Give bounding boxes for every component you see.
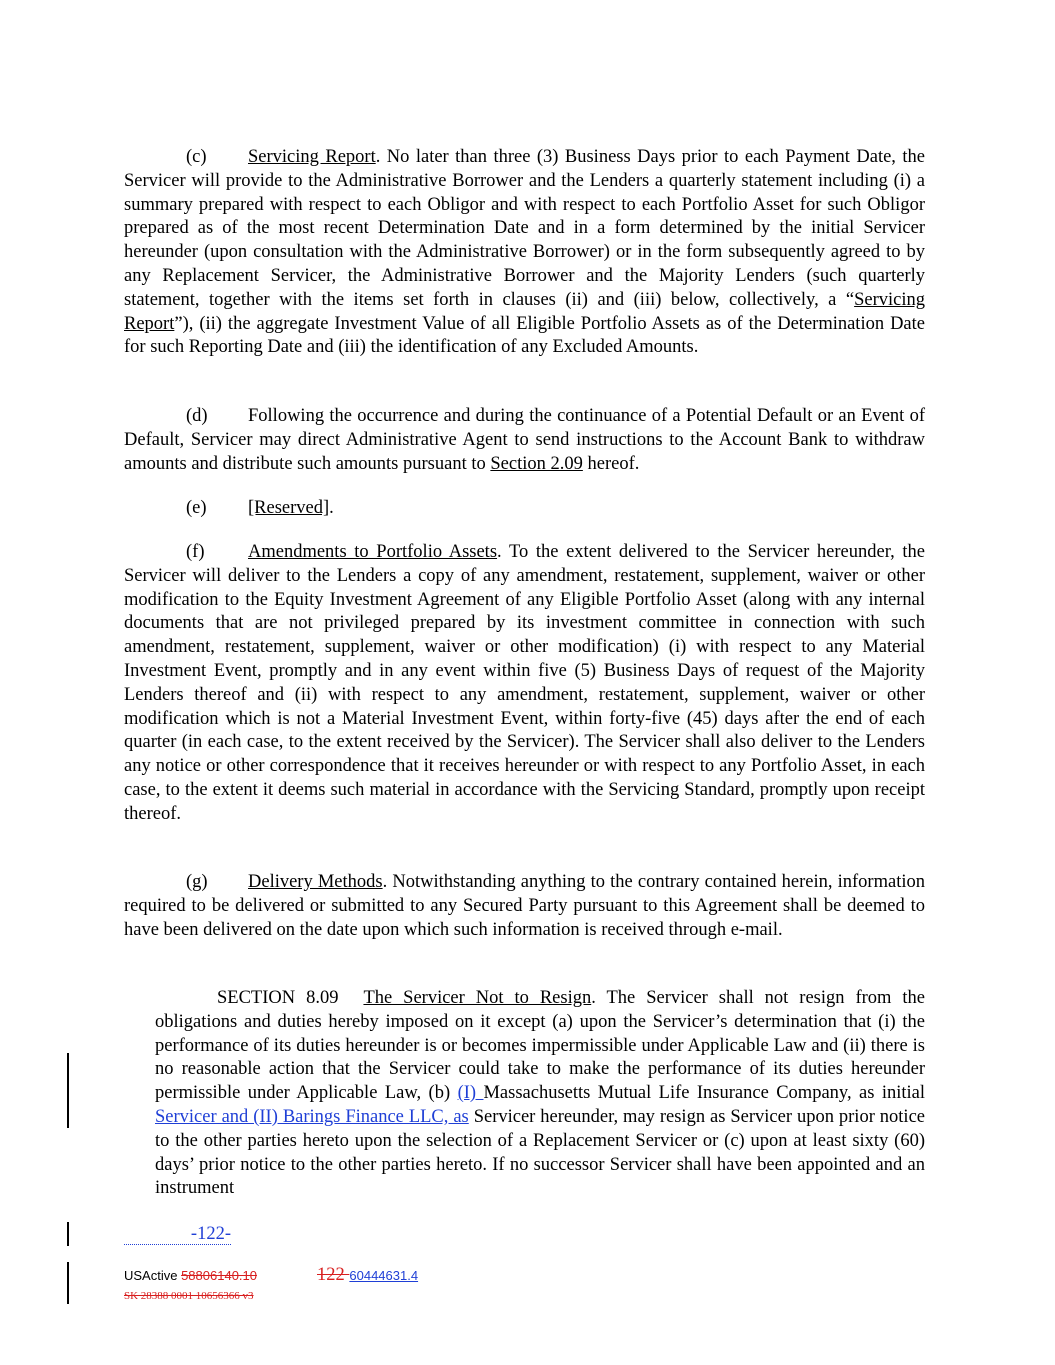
paragraph-f-text-1: . To the extent delivered to the Servicer hereunder, the Servicer will deliver to the Lenders a copy of any amendment, restatement, supplement, waiver or other modification to the Equity Investment Agreement of any Eligible Portfolio Asset (along with any internal documents that are not privileged prepared by its investment committee in connection with such amendment, restatement, supplement, waiver or other modification) (i) with respect to any Material Investment Event, promptly and in any event within five (5) Business Days of request of the Majority Lenders thereof and (ii) with respect to any amendment, restatement, supplement, waiver or other modification which is not a Material Investment Event, within forty-five (45) days after the end of each quarter (in each case, to the extent received by the Servicer). The Servicer shall also deliver to the Lenders any notice or other correspondence that it receives hereunder or with respect to any Portfolio Asset, in each case, to the extent it deems such material in accordance with the Servicing Standard, promptly upon receipt thereof. — [124, 542, 925, 824]
paragraph-e-text-1: . — [329, 498, 334, 518]
paragraph-g — [124, 871, 925, 942]
paragraph-f — [124, 541, 925, 827]
footer-old-reference: SK 28388 0001 10656366 v3 — [124, 1290, 254, 1302]
paragraph-d-text-1: Following the occurrence and during the continuance of a Potential Default or an Event of Default, Servicer may direct Administrative Agent to send instructions to the Account Bank to withdraw amounts and distribute such amounts pursuant to — [124, 406, 925, 474]
section-text-1: . The Servicer shall not resign from the obligations and duties hereby imposed on it except (a) upon the Servicer’s determination that (i) the performance of its duties hereunder is or becomes impermissible under Applicable Law and (ii) there is no reasonable action that the Servicer could take to make the performance of its duties hereunder permissible under Applicable Law, (b) — [155, 988, 925, 1104]
paragraph-e-label: (e) — [186, 498, 207, 518]
section-text-3: Servicer hereunder, may resign as Servicer upon prior notice to the other parties hereto upon the selection of a Replacement Servicer or (c) upon at least sixty (60) days’ prior notice to the other parties hereto. If no successor Servicer shall have been appointed and an instrument — [155, 1106, 925, 1199]
paragraph-d — [124, 405, 925, 476]
section-text-2: Massachusetts Mutual Life Insurance Company, as initial — [483, 1083, 926, 1104]
paragraph-f-heading: Amendments to Portfolio Assets — [248, 542, 498, 562]
paragraph-g-heading: Delivery Methods — [248, 872, 383, 892]
paragraph-g-text-1: . Notwithstanding anything to the contrary contained herein, information required to be delivered or submitted to any Secured Party pursuant to this Agreement shall be deemed to have been delivered on the date upon which such information is received through e-mail. — [124, 872, 925, 940]
footer-new-doc-id: 60444631.4 — [349, 1268, 419, 1283]
paragraph-e-heading: [Reserved] — [248, 498, 330, 518]
section-reference-2-09: Section 2.09 — [490, 453, 583, 474]
change-bar — [67, 1262, 69, 1304]
paragraph-f-label: (f) — [186, 542, 205, 562]
paragraph-d-label: (d) — [186, 406, 208, 426]
defined-term-servicing-report: Servicing Report — [124, 289, 925, 334]
footer-old-page-number: 122 — [317, 1265, 350, 1285]
paragraph-e — [124, 497, 925, 521]
paragraph-c-text-1: . No later than three (3) Business Days prior to each Payment Date, the Servicer will provide to the Administrative Borrower and the Lenders a quarterly statement including (i) a summary prepared with respect to each Obligor and with respect to each Portfolio Asset for such Obligor prepared as of the most recent Determination Date and in a form determined by the initial Servicer hereunder (upon consultation with the Administrative Borrower) or in the form subsequently agreed to by any Replacement Servicer, the Administrative Borrower and the Majority Lenders (such quarterly statement, together with the items set forth in clauses (ii) and (iii) below, collectively, a “ — [124, 147, 925, 310]
paragraph-c-label: (c) — [186, 147, 207, 167]
paragraph-c — [124, 146, 925, 360]
section-8-09 — [155, 987, 925, 1201]
paragraph-c-heading: Servicing Report — [248, 147, 376, 167]
section-heading: The Servicer Not to Resign — [363, 988, 592, 1008]
footer-doc-label: USActive — [124, 1268, 182, 1283]
inserted-text-1: (I) — [457, 1083, 484, 1104]
paragraph-c-text-2: ”), (ii) the aggregate Investment Value of all Eligible Portfolio Assets as of the Determination Date for such Reporting Date and (iii) the identification of any Excluded Amounts. — [124, 313, 925, 358]
section-number: SECTION 8.09 — [217, 988, 339, 1008]
paragraph-g-label: (g) — [186, 872, 208, 892]
paragraph-d-text-2: hereof. — [582, 453, 640, 474]
footer-doc-id — [124, 1266, 418, 1285]
change-bar — [67, 1053, 69, 1128]
page-number: -122- — [124, 1224, 231, 1245]
inserted-text-2: Servicer and (II) Barings Finance LLC, as — [155, 1106, 469, 1127]
footer-old-doc-id: 58806140.10 — [181, 1268, 257, 1283]
change-bar — [67, 1222, 69, 1246]
